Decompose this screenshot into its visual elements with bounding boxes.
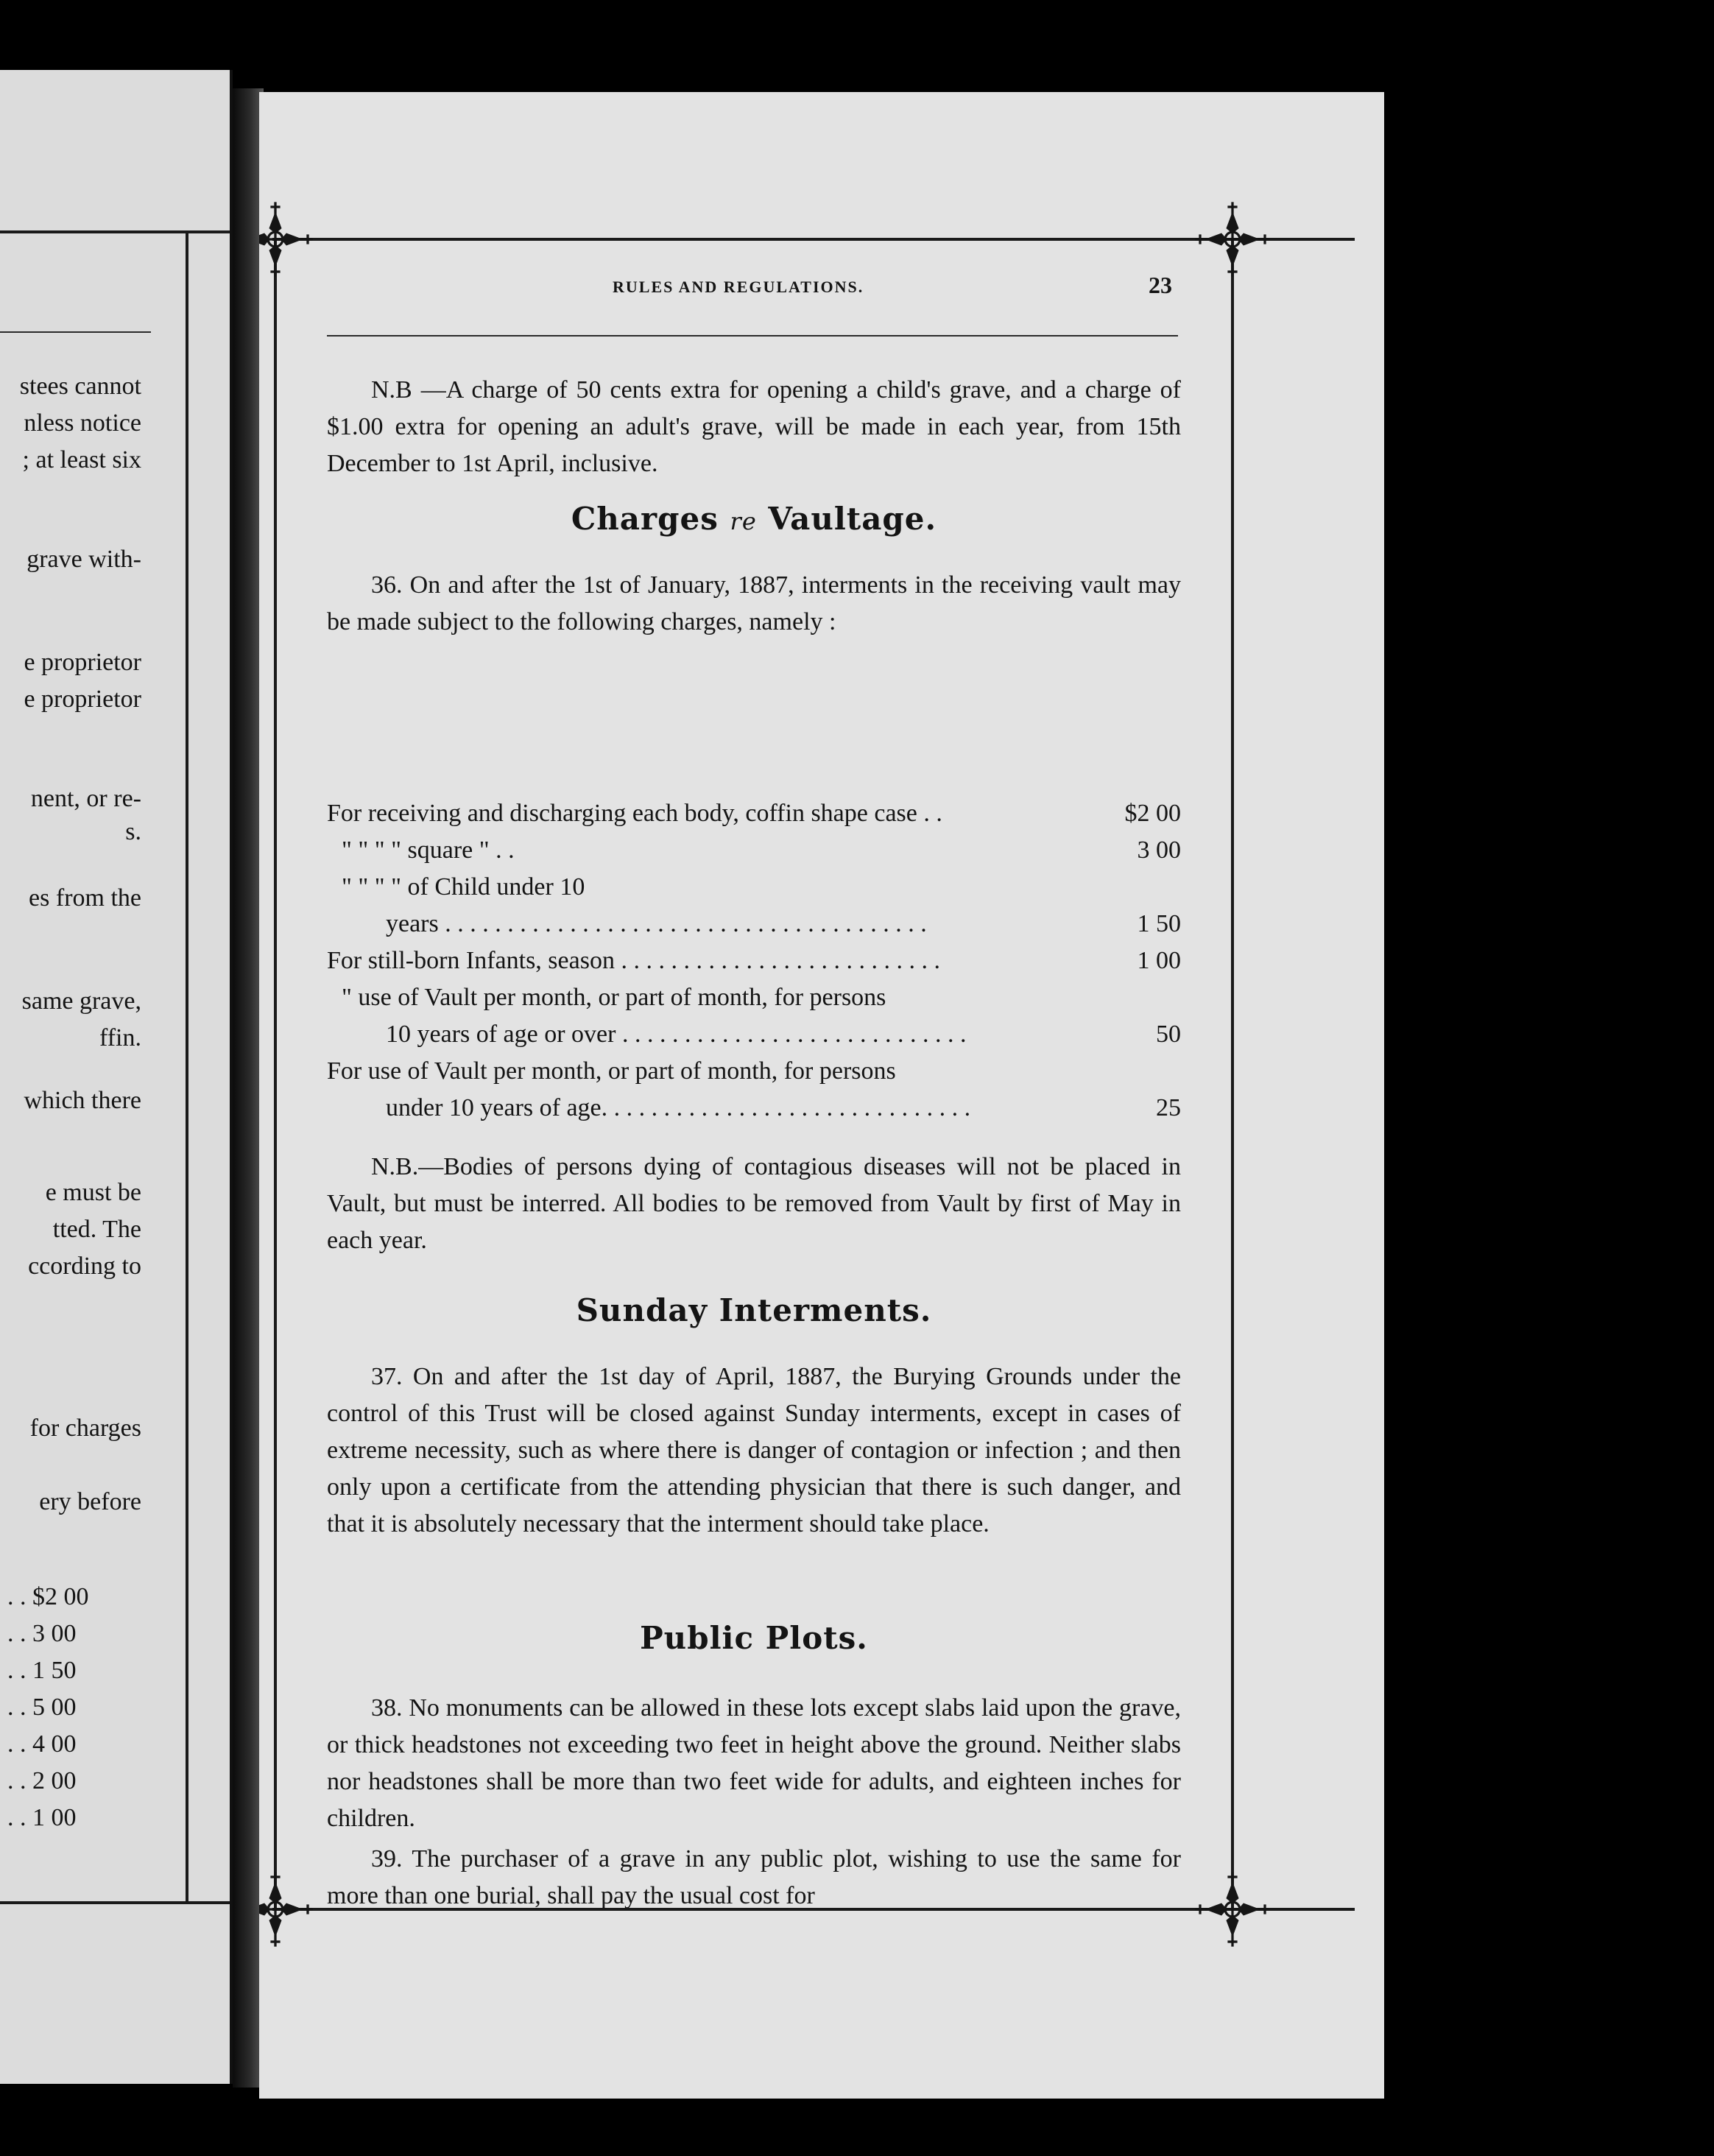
left-line: nless notice	[24, 409, 141, 437]
header-rule	[327, 335, 1178, 337]
fee-amount: $2 00	[1124, 800, 1181, 827]
fee-row	[327, 979, 1181, 1016]
left-amount: . . $2 00	[7, 1583, 89, 1610]
paragraph-text: N.B.—Bodies of persons dying of contagious diseases will not be placed in Vault, but must be interred. All bodies to be removed from Vault by first of May in each year.	[327, 1153, 1181, 1254]
previous-page	[0, 70, 233, 2084]
section-heading-vaultage	[327, 501, 1181, 537]
heading-word: Vaultage.	[768, 501, 937, 537]
left-amount: . . 2 00	[7, 1767, 77, 1794]
left-line: e proprietor	[24, 649, 141, 676]
left-line: grave with-	[27, 546, 141, 573]
fee-label: " " " " of Child under 10	[342, 873, 585, 901]
fee-row	[327, 869, 1181, 906]
left-line: nent, or re-	[30, 785, 141, 812]
heading-word: Charges	[571, 501, 719, 537]
fee-row	[327, 832, 1181, 869]
fee-amount: 3 00	[1137, 836, 1181, 864]
fee-row	[327, 1090, 1181, 1127]
fee-row	[327, 1053, 1181, 1090]
fee-label: years . . . . . . . . . . . . . . . . . . . . . . . . . . . . . . . . . . . . . . .	[386, 910, 927, 937]
paragraph-text: N.B —A charge of 50 cents extra for opening a child's grave, and a charge of $1.00 extra for opening an adult's grave, will be made in each year, from 15th December to 1st April, inclusive.	[327, 376, 1181, 477]
left-amount: . . 5 00	[7, 1694, 77, 1721]
left-line: which there	[24, 1087, 141, 1114]
nb-winter-charges	[327, 372, 1181, 482]
paragraph-39	[327, 1841, 1181, 1914]
section-heading-sunday: Sunday Interments.	[576, 1292, 932, 1328]
paragraph-37	[327, 1359, 1181, 1543]
corner-ornament-icon	[1192, 199, 1273, 280]
left-page-frame-right	[186, 230, 188, 1902]
left-line: ery before	[39, 1488, 141, 1515]
corner-ornament-icon	[259, 1869, 316, 1950]
fee-amount: 25	[1156, 1094, 1181, 1121]
section-heading-public-plots: Public Plots.	[640, 1620, 868, 1656]
left-line: e proprietor	[24, 686, 141, 713]
fee-label: For use of Vault per month, or part of month, for persons	[327, 1057, 896, 1085]
fee-label: For still-born Infants, season . . . . . . . . . . . . . . . . . . . . . . . . . .	[327, 947, 940, 974]
left-line: e must be	[45, 1179, 141, 1206]
left-amount: . . 4 00	[7, 1730, 77, 1758]
left-line: same grave,	[21, 987, 141, 1015]
frame-left	[274, 239, 277, 1909]
fee-row	[327, 1016, 1181, 1053]
paragraph-38	[327, 1690, 1181, 1837]
vault-fee-table	[327, 795, 1181, 1141]
heading-word: re	[730, 507, 757, 535]
fee-row	[327, 943, 1181, 979]
fee-label: " " " " square " . .	[342, 836, 515, 864]
left-amount: . . 1 00	[7, 1804, 77, 1831]
corner-ornament-icon	[1192, 1869, 1273, 1950]
fee-amount: 1 00	[1137, 947, 1181, 974]
running-title: RULES AND REGULATIONS.	[613, 278, 864, 296]
left-line: es from the	[29, 884, 141, 912]
fee-row	[327, 906, 1181, 943]
fee-label: under 10 years of age. . . . . . . . . . . . . . . . . . . . . . . . . . . . . .	[386, 1094, 971, 1121]
left-line: ; at least six	[22, 446, 141, 473]
paragraph-text: 36. On and after the 1st of January, 1887, interments in the receiving vault may be made subject to the following charges, namely :	[327, 571, 1181, 635]
fee-label: 10 years of age or over . . . . . . . . . . . . . . . . . . . . . . . . . . . .	[386, 1021, 967, 1048]
page-number: 23	[1149, 272, 1172, 298]
left-line: s.	[125, 818, 141, 845]
left-amount: . . 1 50	[7, 1657, 77, 1684]
current-page	[259, 92, 1384, 2099]
fee-amount: 1 50	[1137, 910, 1181, 937]
fee-row	[327, 795, 1181, 832]
paragraph-text: 38. No monuments can be allowed in these lots except slabs laid upon the grave, or thick headstones not exceeding two feet in height above the ground. Neither slabs nor headstones shall be more than two feet wide for adults, and eighteen inches for children.	[327, 1694, 1181, 1832]
fee-label: " use of Vault per month, or part of month, for persons	[342, 984, 886, 1011]
left-line: tted. The	[52, 1216, 141, 1243]
fee-label: For receiving and discharging each body, coffin shape case . .	[327, 800, 942, 827]
left-line: ffin.	[99, 1024, 141, 1051]
corner-ornament-icon	[259, 199, 316, 280]
paragraph-36	[327, 567, 1181, 641]
left-line: for charges	[29, 1415, 141, 1442]
left-line: stees cannot	[19, 373, 141, 400]
paragraph-text: 39. The purchaser of a grave in any public plot, wishing to use the same for more than one burial, shall pay the usual cost for	[327, 1845, 1181, 1909]
nb-contagious	[327, 1149, 1181, 1259]
paragraph-text: 37. On and after the 1st day of April, 1887, the Burying Grounds under the control of this Trust will be closed against Sunday interments, except in cases of extreme necessity, such as where there is danger of contagion or infection ; and then only upon a certificate from the attending physician that there is such danger, and that it is absolutely necessary that the interment should take place.	[327, 1363, 1181, 1537]
left-line: ccording to	[28, 1253, 141, 1280]
frame-right	[1231, 239, 1234, 1909]
fee-amount: 50	[1156, 1021, 1181, 1048]
left-amount: . . 3 00	[7, 1620, 77, 1647]
